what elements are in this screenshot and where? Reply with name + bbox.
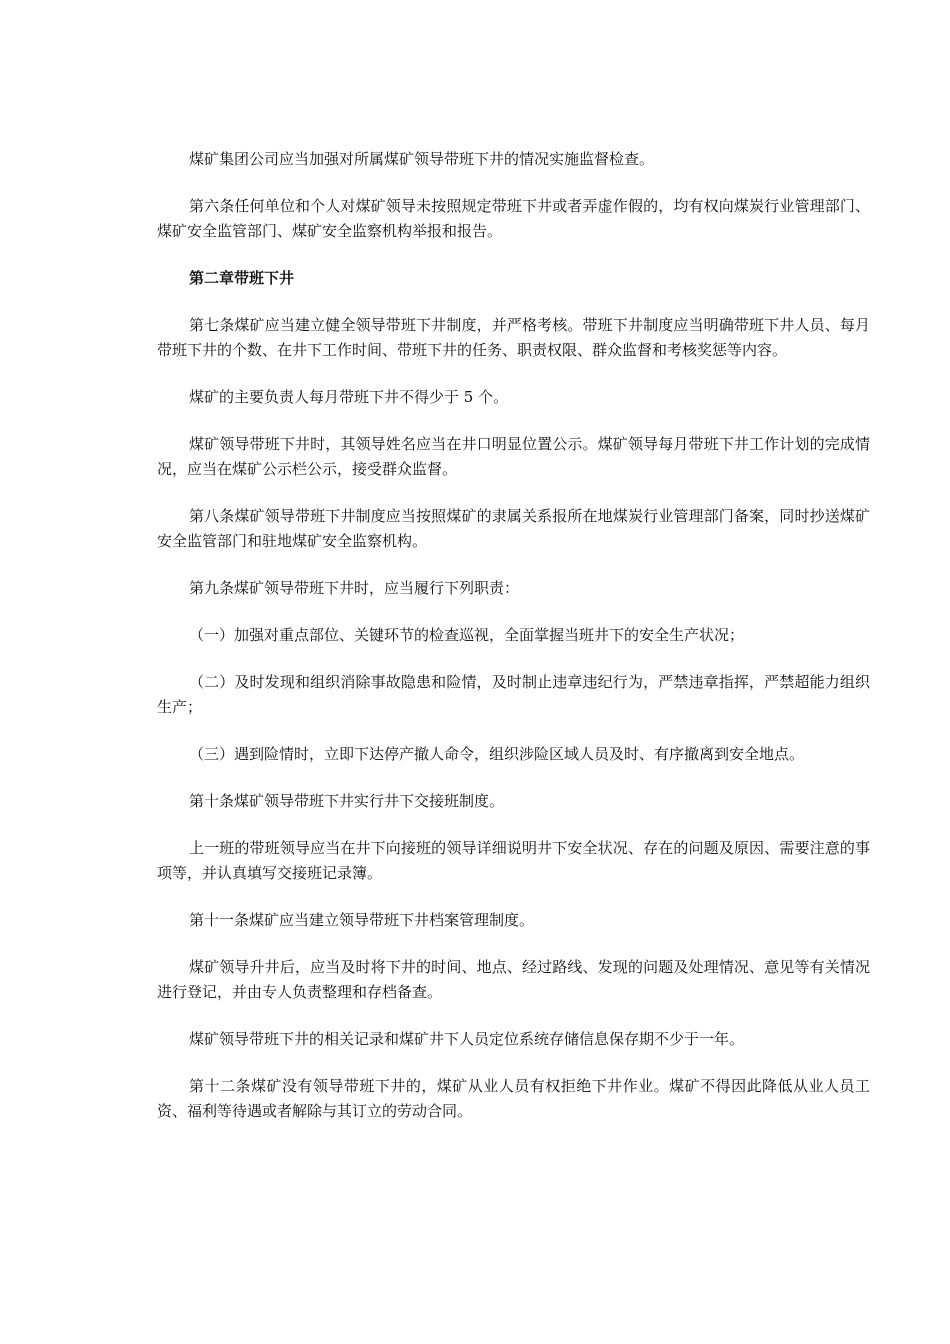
paragraph: 煤矿的主要负责人每月带班下井不得少于 5 个。	[189, 388, 509, 406]
paragraph: 煤矿集团公司应当加强对所属煤矿领导带班下井的情况实施监督检查。	[189, 150, 655, 168]
list-item: （一）加强对重点部位、关键环节的检查巡视，全面掌握当班井下的安全生产状况；	[189, 626, 745, 644]
paragraph: 煤矿领导带班下井时，其领导姓名应当在井口明显位置公示。煤矿领导每月带班下井工作计划的完成情况，应当在煤矿公示栏公示，接受群众监督。	[157, 435, 870, 478]
paragraph: 上一班的带班领导应当在井下向接班的领导详细说明井下安全状况、存在的问题及原因、需要注意的事项等，并认真填写交接班记录簿。	[157, 839, 870, 882]
paragraph: 第六条任何单位和个人对煤矿领导未按照规定带班下井或者弄虚作假的，均有权向煤炭行业管理部门、煤矿安全监管部门、煤矿安全监察机构举报和报告。	[157, 197, 870, 240]
paragraph: 第十一条煤矿应当建立领导带班下井档案管理制度。	[189, 911, 535, 929]
chapter-heading: 第二章带班下井	[189, 269, 295, 287]
paragraph: 第七条煤矿应当建立健全领导带班下井制度，并严格考核。带班下井制度应当明确带班下井人员、每月带班下井的个数、在井下工作时间、带班下井的任务、职责权限、群众监督和考核奖惩等内容。	[157, 316, 870, 359]
paragraph: 第八条煤矿领导带班下井制度应当按照煤矿的隶属关系报所在地煤炭行业管理部门备案，同时抄送煤矿安全监管部门和驻地煤矿安全监察机构。	[157, 507, 870, 550]
list-item: （二）及时发现和组织消除事故隐患和险情，及时制止违章违纪行为，严禁违章指挥，严禁超能力组织生产；	[157, 673, 870, 716]
document-body	[157, 147, 870, 1146]
paragraph: 第九条煤矿领导带班下井时，应当履行下列职责：	[189, 579, 520, 597]
paragraph: 煤矿领导带班下井的相关记录和煤矿井下人员定位系统存储信息保存期不少于一年。	[189, 1030, 745, 1048]
list-item: （三）遇到险情时，立即下达停产撤人命令，组织涉险区域人员及时、有序撤离到安全地点。	[189, 745, 805, 763]
paragraph: 第十二条煤矿没有领导带班下井的，煤矿从业人员有权拒绝下井作业。煤矿不得因此降低从业人员工资、福利等待遇或者解除与其订立的劳动合同。	[157, 1077, 870, 1120]
paragraph: 第十条煤矿领导带班下井实行井下交接班制度。	[189, 792, 505, 810]
paragraph: 煤矿领导升井后，应当及时将下井的时间、地点、经过路线、发现的问题及处理情况、意见等有关情况进行登记，并由专人负责整理和存档备查。	[157, 958, 870, 1001]
